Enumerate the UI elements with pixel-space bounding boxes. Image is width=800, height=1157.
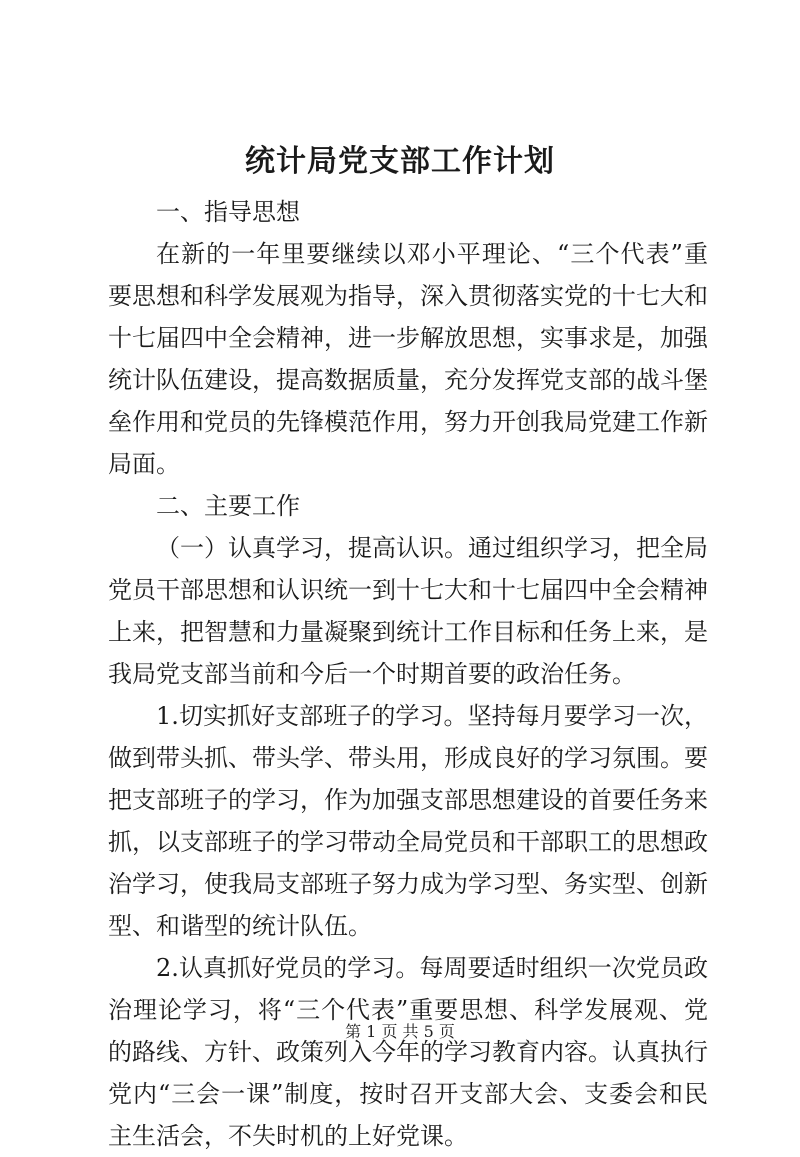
document-body: [108, 191, 708, 1157]
paragraph-study-awareness: （一）认真学习，提高认识。通过组织学习，把全局党员干部思想和认识统一到十七大和十七届四中全会精神上来，把智慧和力量凝聚到统计工作目标和任务上来，是我局党支部当前和今后一个时期首要的政治任务。: [108, 534, 708, 688]
section-heading-main-work: 二、主要工作: [156, 492, 300, 520]
document-title: 统计局党支部工作计划: [245, 144, 555, 179]
section-heading-guiding-ideology: 一、指导思想: [156, 198, 300, 226]
page-number-footer: 第 1 页 共 5 页: [345, 1022, 455, 1041]
paragraph-leadership-study: 1.切实抓好支部班子的学习。坚持每月要学习一次，做到带头抓、带头学、带头用，形成良好的学习氛围。要把支部班子的学习，作为加强支部思想建设的首要任务来抓，以支部班子的学习带动全局党员和干部职工的思想政治学习，使我局支部班子努力成为学习型、务实型、创新型、和谐型的统计队伍。: [108, 702, 708, 940]
paragraph-guiding-ideology: 在新的一年里要继续以邓小平理论、“三个代表”重要思想和科学发展观为指导，深入贯彻落实党的十七大和十七届四中全会精神，进一步解放思想，实事求是，加强统计队伍建设，提高数据质量，充分发挥党支部的战斗堡垒作用和党员的先锋模范作用，努力开创我局党建工作新局面。: [108, 240, 708, 478]
paragraph-member-study: 2.认真抓好党员的学习。每周要适时组织一次党员政治理论学习，将“三个代表”重要思想、科学发展观、党的路线、方针、政策列入今年的学习教育内容。认真执行党内“三会一课”制度，按时召开支部大会、支委会和民主生活会，不失时机的上好党课。: [108, 954, 708, 1150]
